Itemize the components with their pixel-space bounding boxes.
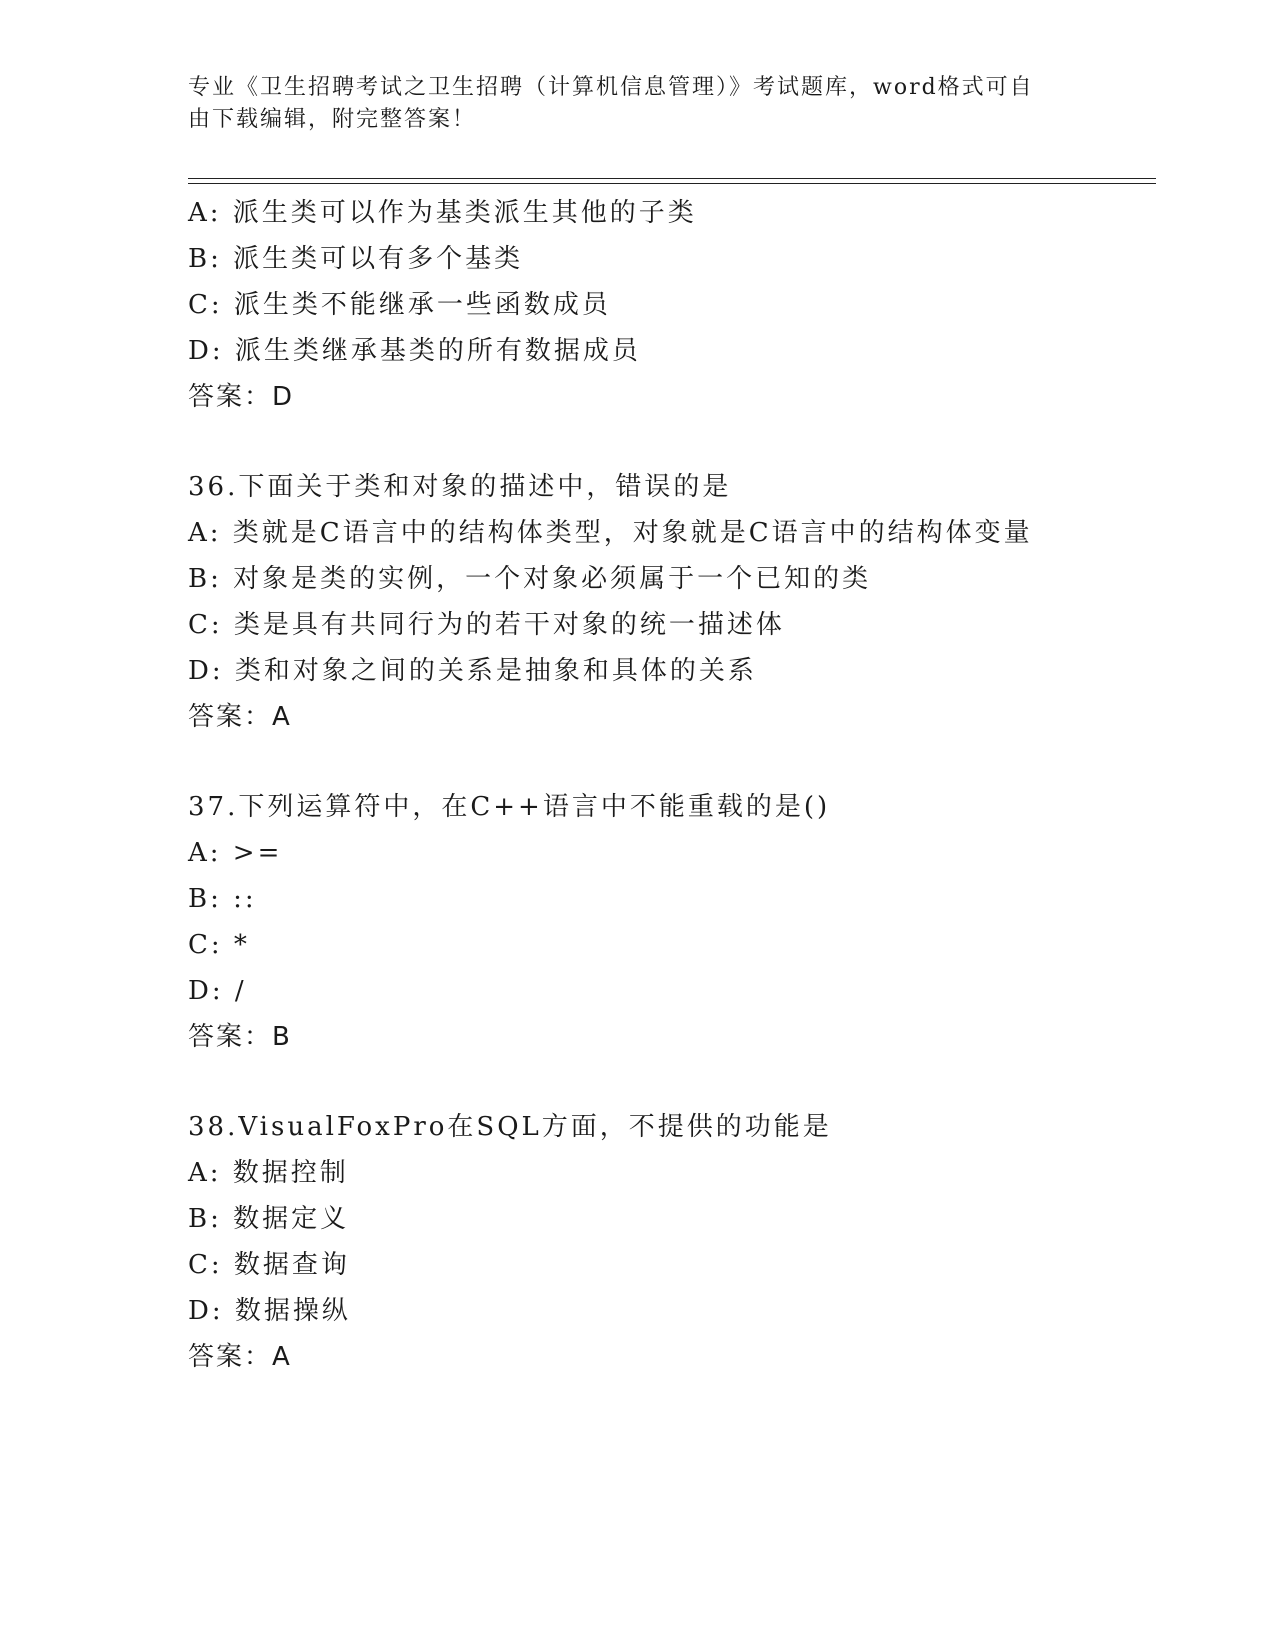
option-b: B: :: [188,884,257,914]
header-line-2: 由下载编辑，附完整答案！ [188,107,477,132]
answer: 答案：A [188,1342,292,1372]
option-d: D: 数据操纵 [188,1296,351,1326]
option-d: D: 类和对象之间的关系是抽象和具体的关系 [188,656,757,686]
option-c: C: 派生类不能继承一些函数成员 [188,290,611,320]
question-35 [188,190,1148,420]
question-36 [188,464,1148,740]
header-divider-bottom [188,183,1156,184]
header-divider-top [188,178,1156,179]
question-text: 38.VisualFoxPro在SQL方面，不提供的功能是 [188,1112,832,1142]
option-b: B: 派生类可以有多个基类 [188,244,524,274]
option-d: D: / [188,976,247,1006]
spacer [188,420,1148,464]
answer: 答案：A [188,702,292,732]
answer: 答案：D [188,382,295,412]
spacer [188,740,1148,784]
option-a: A: >= [188,838,283,868]
header-line-1: 专业《卫生招聘考试之卫生招聘（计算机信息管理）》考试题库，word格式可自 [188,75,1034,100]
option-d: D: 派生类继承基类的所有数据成员 [188,336,641,366]
question-38 [188,1104,1148,1380]
spacer [188,1060,1148,1104]
option-a: A: 数据控制 [188,1158,349,1188]
answer: 答案：B [188,1022,292,1052]
question-text: 37.下列运算符中，在C++语言中不能重载的是() [188,792,831,822]
option-c: C: 数据查询 [188,1250,350,1280]
option-b: B: 对象是类的实例，一个对象必须属于一个已知的类 [188,564,872,594]
question-list [188,190,1148,1380]
option-c: C: 类是具有共同行为的若干对象的统一描述体 [188,610,785,640]
document-header [188,72,1068,136]
option-c: C: * [188,930,250,960]
option-a: A: 派生类可以作为基类派生其他的子类 [188,198,697,228]
question-text: 36.下面关于类和对象的描述中，错误的是 [188,472,732,502]
question-37 [188,784,1148,1060]
option-a: A: 类就是C语言中的结构体类型，对象就是C语言中的结构体变量 [188,518,1033,548]
option-b: B: 数据定义 [188,1204,350,1234]
